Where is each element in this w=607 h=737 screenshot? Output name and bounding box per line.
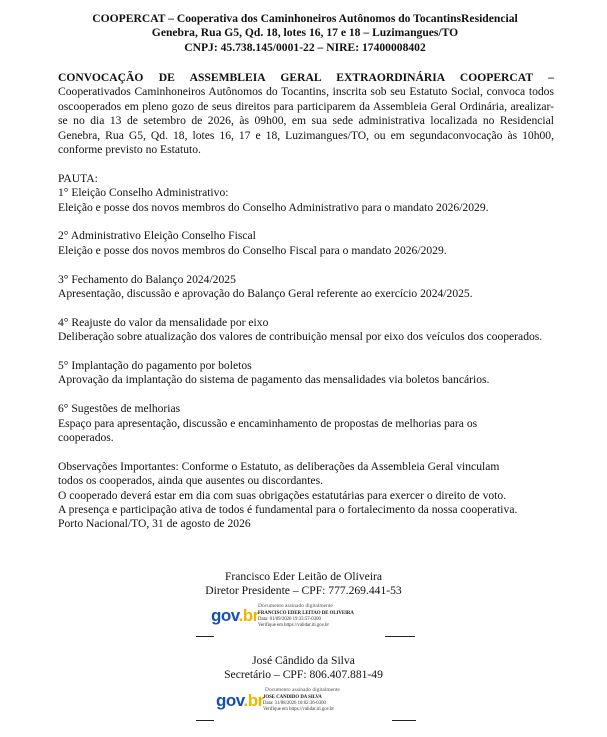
govbr-logo: gov.br (211, 606, 259, 625)
agenda-item-title: 4° Reajuste do valor da mensalidade por eixo (58, 315, 269, 329)
stamp-signer: JOSE CANDIDO DA SILVA (263, 695, 322, 700)
agenda-item-desc: Deliberação sobre atualização dos valores de contribuição mensal por eixo dos veículos dos cooperados. (58, 330, 543, 344)
stamp-date: Data: 31/08/2026 10:02:36-0300 (263, 701, 326, 707)
observation-line: O cooperado deverá estar em dia com suas obrigações estatutárias para exercer o direito de voto. (58, 488, 507, 502)
signer-name: José Cândido da Silva (252, 654, 355, 667)
agenda-item-title: 3° Fechamento do Balanço 2024/2025 (58, 272, 236, 286)
agenda-label: PAUTA: (58, 171, 98, 185)
stamp-date: Data: 01/09/2026 19:33:57-0300 (258, 617, 321, 623)
convocation-text: Cooperativados Caminhoneiros Autônomos do Tocantins, inscrita sob seu Estatuto Social, convoca todos oscooperados em pleno gozo de seus direitos para participarem da Assembleia Geral Ordinária, arealizar-se no dia 13 de setembro de 2026, às 09h00, em sua sede administrativa localizada no Residencial Genebra, Rua G5, Qd. 18, lotes 16, 17 e 18, Luzimangues/TO, ou em segundaconvocação às 10h00, conforme previsto no Estatuto. (58, 85, 554, 157)
signature-line (196, 720, 214, 721)
digital-signature-stamp (258, 611, 354, 630)
agenda-item-title: 5° Implantação do pagamento por boletos (58, 359, 252, 373)
agenda-item (58, 273, 554, 302)
signer-name: Francisco Eder Leitão de Oliveira (224, 570, 383, 583)
header-line-1: COOPERCAT – Cooperativa dos Caminhoneiros Autônomos do TocantinsResidencial (92, 12, 518, 25)
agenda-item-desc: Apresentação, discussão e aprovação do Balanço Geral referente ao exercício 2024/2025. (58, 287, 473, 301)
govbr-logo: gov.br (216, 691, 264, 710)
agenda-item-desc: Eleição e posse dos novos membros do Conselho Administrativo para o mandato 2026/2029. (58, 200, 489, 214)
document-header (70, 12, 540, 55)
agenda-item (58, 359, 554, 388)
signature-line (392, 720, 416, 721)
agenda-item-desc: Eleição e posse dos novos membros do Conselho Fiscal para o mandato 2026/2029. (58, 243, 447, 257)
agenda-item-title: 6° Sugestões de melhorias (58, 402, 181, 416)
signer-role: Diretor Presidente – CPF: 777.269.441-53 (205, 584, 402, 597)
signer-role: Secretário – CPF: 806.407.881-49 (224, 668, 383, 681)
stamp-caption: Documento assinado digitalmente (258, 603, 333, 609)
agenda-item-title: 2° Administrativo Eleição Conselho Fiscal (58, 229, 256, 243)
stamp-verify-link[interactable]: Verifique em https://validar.iti.gov.br (263, 707, 334, 713)
place-date: Porto Nacional/TO, 31 de agosto de 2026 (58, 517, 251, 531)
convocation-title: CONVOCAÇÃO DE ASSEMBLEIA GERAL EXTRAORDINÁRIA COOPERCAT – (58, 71, 554, 84)
observation-line: todos os cooperados, ainda que ausentes ou discordantes. (58, 474, 323, 488)
agenda-item-title: 1° Eleição Conselho Administrativo: (58, 186, 229, 200)
signature-line (385, 636, 415, 637)
agenda-item-desc: Aprovação da implantação do sistema de pagamento das mensalidades via boletos bancários. (58, 373, 490, 387)
stamp-signer: FRANCISCO EDER LEITAO DE OLIVEIRA (258, 611, 354, 616)
document-body (58, 71, 554, 532)
stamp-caption: Documento assinado digitalmente (265, 687, 340, 693)
digital-signature-stamp (263, 695, 334, 714)
stamp-verify-link[interactable]: Verifique em https://validar.iti.gov.br (258, 623, 329, 629)
signature-line (196, 636, 214, 637)
agenda-item (58, 186, 554, 215)
convocation-paragraph (58, 71, 554, 157)
observation-line: Observações Importantes: Conforme o Estatuto, as deliberações da Assembleia Geral vinculam (58, 459, 500, 473)
observation-line: A presença e participação ativa de todos é fundamental para o fortalecimento da nossa cooperativa. (58, 503, 518, 517)
agenda-item (58, 316, 554, 345)
header-line-2: Genebra, Rua G5, Qd. 18, lotes 16, 17 e 18 – Luzimangues/TO (151, 26, 459, 40)
observations (58, 460, 554, 532)
header-line-3: CNPJ: 45.738.145/0001-22 – NIRE: 17400008402 (184, 40, 426, 54)
agenda-item-desc: Espaço para apresentação, discussão e encaminhamento de propostas de melhorias para os cooperados. (58, 416, 478, 445)
agenda-item (58, 229, 554, 258)
agenda-item (58, 402, 554, 445)
